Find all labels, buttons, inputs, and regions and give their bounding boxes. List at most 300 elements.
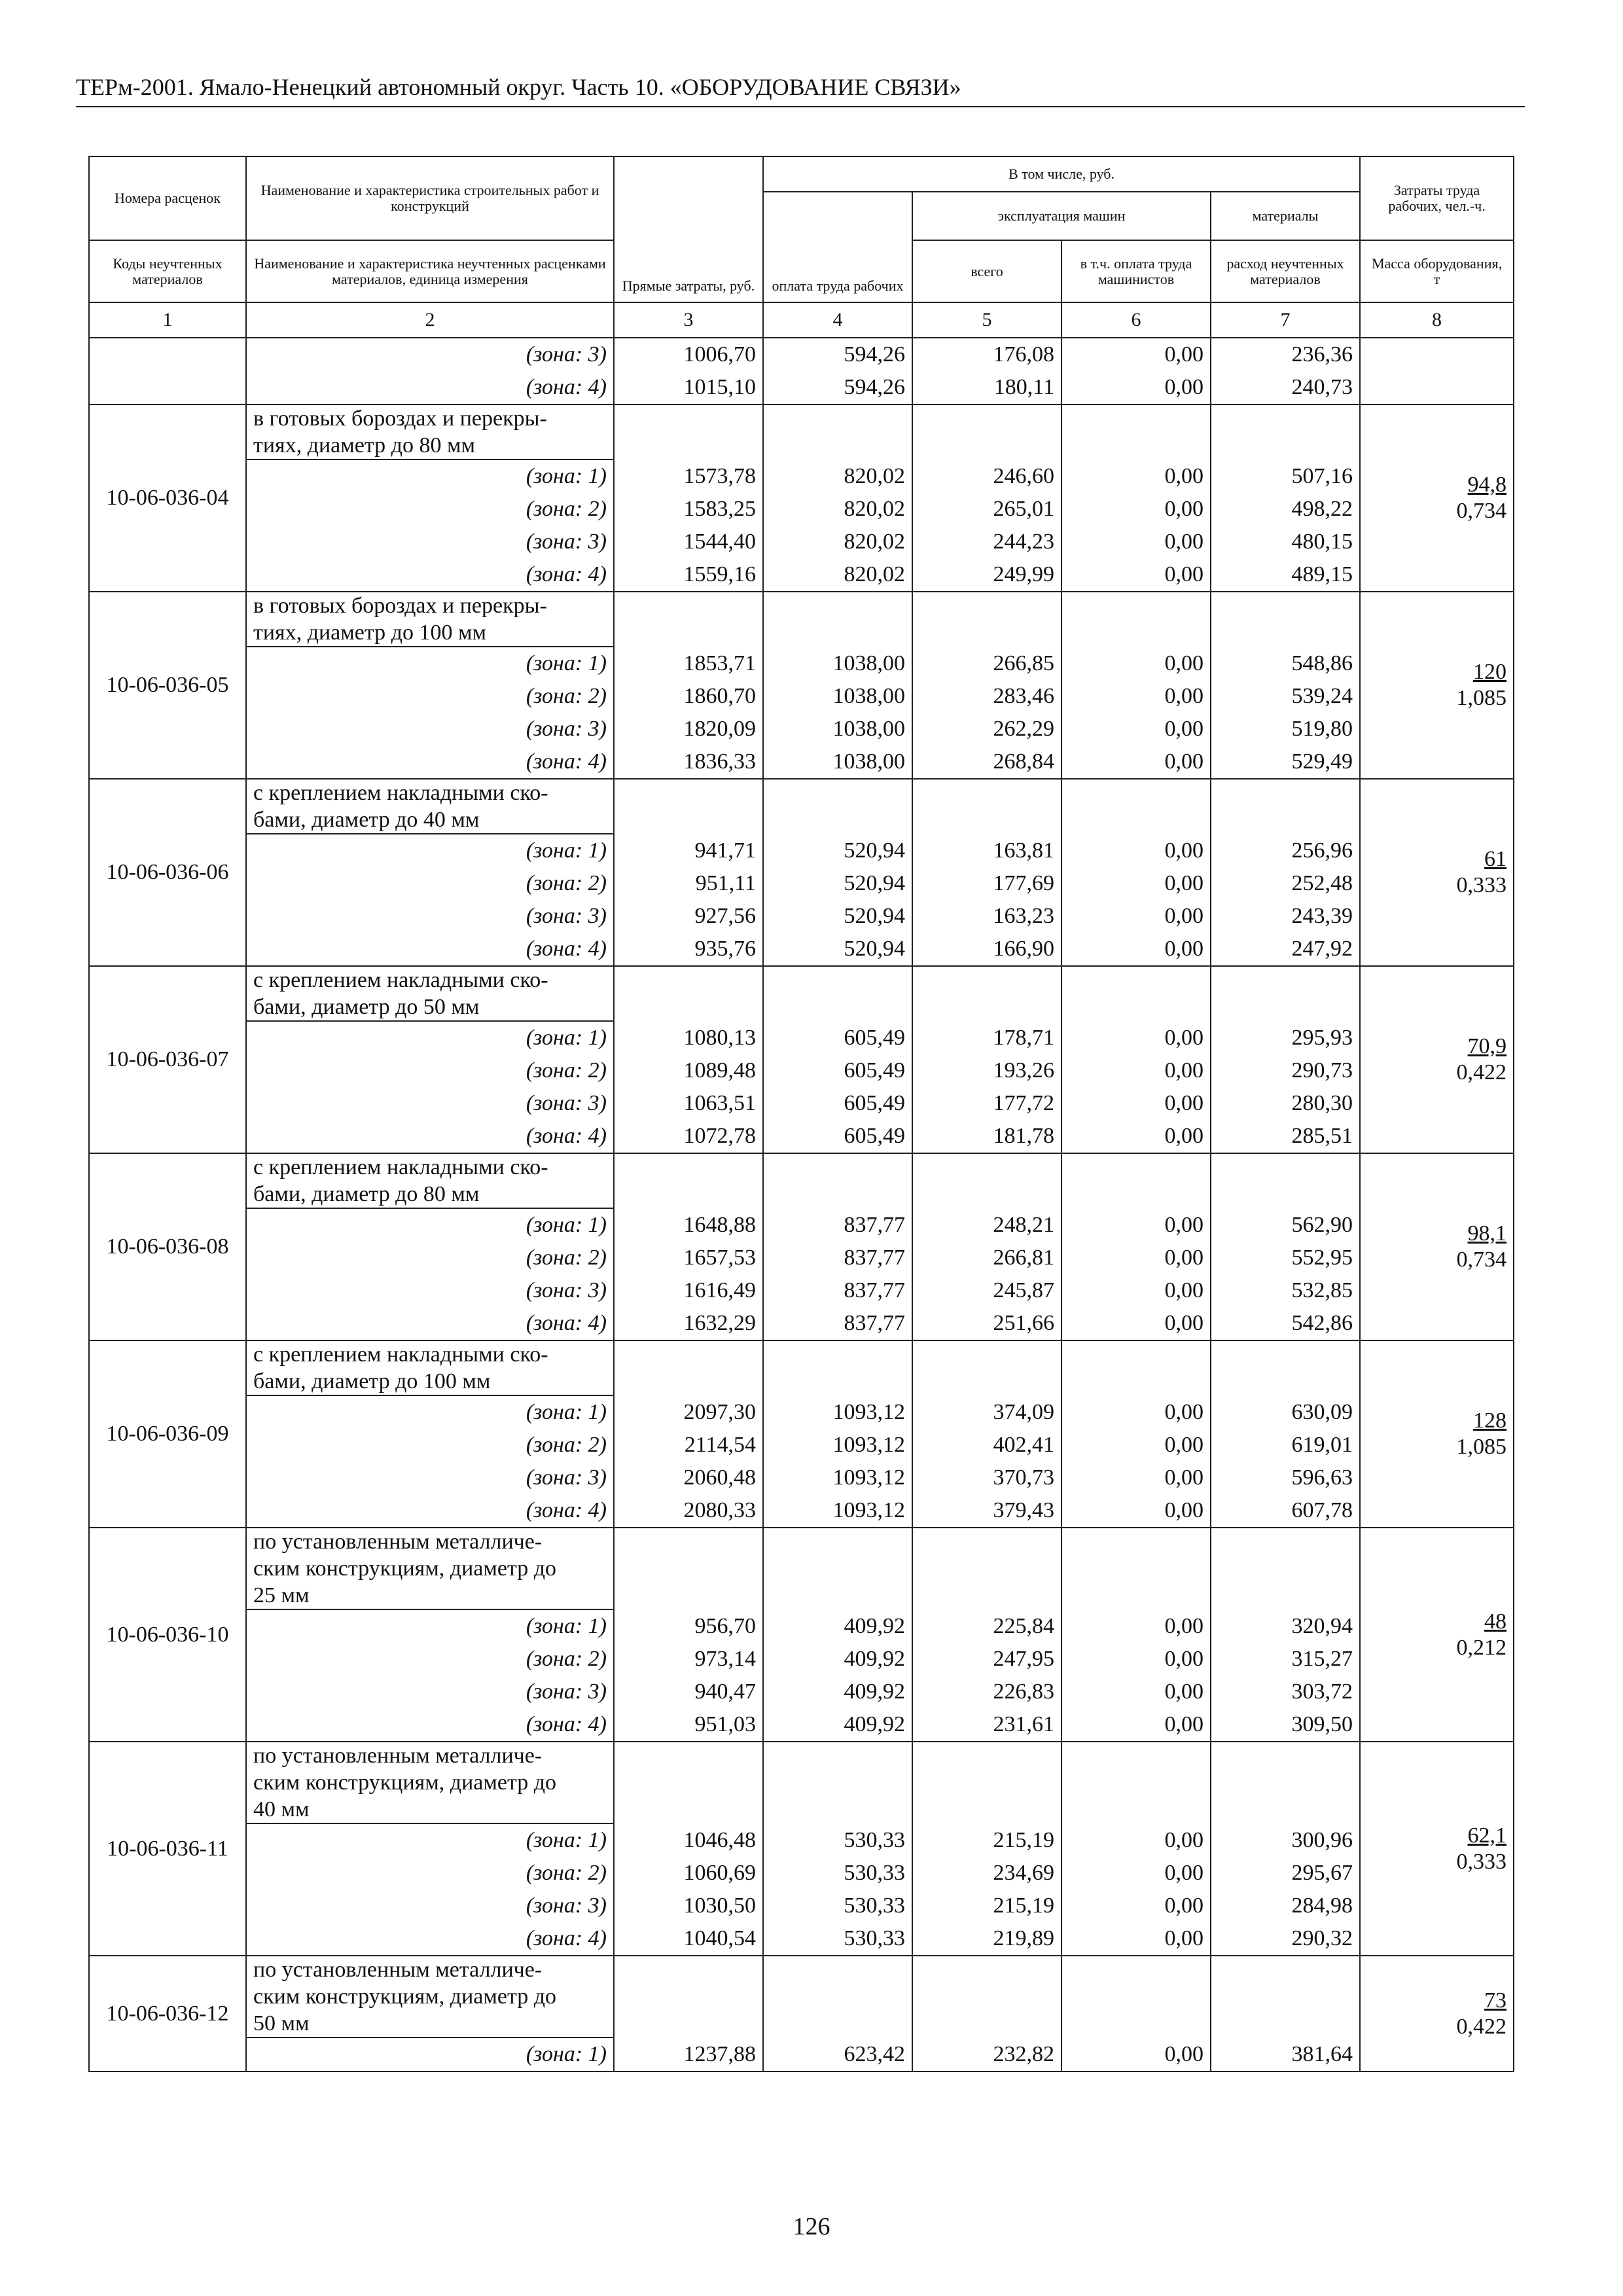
- rate-entry: [89, 1153, 1514, 1208]
- cost-value: 280,30: [1211, 1087, 1360, 1120]
- header-materials-use: расход неучтенных материалов: [1211, 240, 1360, 302]
- zone-label: [246, 1857, 614, 1890]
- header-equipment-mass: Масса оборудования, т: [1360, 240, 1514, 302]
- zone-label: [246, 1054, 614, 1087]
- rate-entry: [89, 404, 1514, 459]
- cost-value: 409,92: [763, 1676, 912, 1708]
- zone-text: (зона: 1): [526, 2042, 607, 2066]
- equipment-mass-value: 0,422: [1456, 1060, 1507, 1085]
- table-row: [89, 745, 1514, 779]
- cost-value: 163,23: [912, 900, 1061, 933]
- zone-text: (зона: 4): [526, 1926, 607, 1950]
- table-row: [89, 1395, 1514, 1429]
- zone-label: [246, 2037, 614, 2072]
- cost-value: 539,24: [1211, 680, 1360, 713]
- cost-value: 594,26: [763, 338, 912, 371]
- zone-text: (зона: 3): [526, 529, 607, 554]
- labor-hours-value: 98,1: [1467, 1221, 1507, 1246]
- empty-cell: [763, 1528, 912, 1609]
- cost-value: 951,11: [614, 867, 763, 900]
- cost-value: 973,14: [614, 1643, 763, 1676]
- cost-value: 489,15: [1211, 558, 1360, 592]
- cost-value: 1820,09: [614, 713, 763, 745]
- cost-value: 837,77: [763, 1307, 912, 1340]
- cost-value: 520,94: [763, 867, 912, 900]
- cost-value: 1583,25: [614, 493, 763, 526]
- labor-hours-value: 70,9: [1467, 1034, 1507, 1058]
- labor-hours: [1367, 1408, 1507, 1434]
- cost-value: 1038,00: [763, 647, 912, 680]
- zone-label: [246, 713, 614, 745]
- zone-label: [246, 1274, 614, 1307]
- cost-value: 1093,12: [763, 1462, 912, 1494]
- header-material-codes: Коды неучтенных материалов: [89, 240, 246, 302]
- empty-cell: [1211, 592, 1360, 647]
- cost-value: 166,90: [912, 933, 1061, 966]
- empty-cell: [614, 1153, 763, 1208]
- labor-hours-value: 120: [1473, 660, 1507, 684]
- zone-label: [246, 1120, 614, 1153]
- cost-value: 1632,29: [614, 1307, 763, 1340]
- header-labor-pay: оплата труда рабочих: [763, 192, 912, 302]
- cost-value: 941,71: [614, 834, 763, 867]
- cost-value: 219,89: [912, 1922, 1061, 1956]
- cost-value: 245,87: [912, 1274, 1061, 1307]
- empty-cell: [912, 1528, 1061, 1609]
- empty-cell: [614, 592, 763, 647]
- empty-cell: [1061, 1528, 1211, 1609]
- table-row: [89, 1643, 1514, 1676]
- rate-code: 10-06-036-11: [89, 1742, 246, 1956]
- rate-code: 10-06-036-06: [89, 779, 246, 966]
- zone-text: (зона: 1): [526, 651, 607, 675]
- rate-code: 10-06-036-07: [89, 966, 246, 1153]
- cost-value: 176,08: [912, 338, 1061, 371]
- cost-value: 402,41: [912, 1429, 1061, 1462]
- cost-value: 1040,54: [614, 1922, 763, 1956]
- cost-value: 837,77: [763, 1242, 912, 1274]
- zone-label: [246, 900, 614, 933]
- zone-label: [246, 493, 614, 526]
- cost-value: 519,80: [1211, 713, 1360, 745]
- cost-value: 284,98: [1211, 1890, 1360, 1922]
- empty-cell: [912, 966, 1061, 1021]
- table-row: [89, 1120, 1514, 1153]
- cost-value: 1093,12: [763, 1429, 912, 1462]
- empty-cell: [614, 779, 763, 834]
- table-row: [89, 680, 1514, 713]
- zone-label: [246, 1890, 614, 1922]
- header-machines: эксплуатация машин: [912, 192, 1211, 240]
- zone-text: (зона: 4): [526, 937, 607, 961]
- rate-entry: [89, 1528, 1514, 1609]
- empty-cell: [1061, 1340, 1211, 1395]
- zone-label: [246, 745, 614, 779]
- table-row: [89, 933, 1514, 966]
- cost-value: 283,46: [912, 680, 1061, 713]
- table-row: [89, 459, 1514, 493]
- description-line: с креплением накладными ско-: [253, 968, 548, 992]
- cost-value: 0,00: [1061, 1054, 1211, 1087]
- labor-and-mass: [1360, 592, 1514, 779]
- equipment-mass-value: 1,085: [1456, 1435, 1507, 1459]
- rate-code: 10-06-036-12: [89, 1956, 246, 2072]
- cost-value: 1072,78: [614, 1120, 763, 1153]
- cost-value: 0,00: [1061, 680, 1211, 713]
- cost-value: 409,92: [763, 1609, 912, 1643]
- cost-value: 2114,54: [614, 1429, 763, 1462]
- cost-value: 0,00: [1061, 1676, 1211, 1708]
- cost-value: 1836,33: [614, 745, 763, 779]
- table-row: [89, 1462, 1514, 1494]
- labor-and-mass: [1360, 1153, 1514, 1340]
- rate-code: 10-06-036-10: [89, 1528, 246, 1742]
- empty-cell: [1061, 966, 1211, 1021]
- labor-hours-value: 73: [1484, 1988, 1507, 2013]
- table-row: [89, 1890, 1514, 1922]
- description-line: бами, диаметр до 80 мм: [253, 1182, 480, 1206]
- zone-text: (зона: 3): [526, 1465, 607, 1490]
- cost-value: 630,09: [1211, 1395, 1360, 1429]
- cost-value: 0,00: [1061, 834, 1211, 867]
- cost-value: 507,16: [1211, 459, 1360, 493]
- table-row: [89, 1087, 1514, 1120]
- empty-cell: [614, 1528, 763, 1609]
- cost-value: 530,33: [763, 1857, 912, 1890]
- cost-value: 1573,78: [614, 459, 763, 493]
- zone-label: [246, 933, 614, 966]
- cost-value: 0,00: [1061, 1708, 1211, 1742]
- zone-label: [246, 1676, 614, 1708]
- cost-value: 381,64: [1211, 2037, 1360, 2072]
- cost-value: 225,84: [912, 1609, 1061, 1643]
- table-row: [89, 1494, 1514, 1528]
- cost-value: 619,01: [1211, 1429, 1360, 1462]
- cost-value: 1080,13: [614, 1021, 763, 1054]
- zone-text: (зона: 1): [526, 1213, 607, 1237]
- work-description: [246, 966, 614, 1021]
- zone-label: [246, 1462, 614, 1494]
- zone-text: (зона: 3): [526, 1893, 607, 1918]
- description-line: с креплением накладными ско-: [253, 781, 548, 805]
- zone-label: [246, 1429, 614, 1462]
- column-number: 2: [246, 302, 614, 338]
- table-row: [89, 900, 1514, 933]
- cost-value: 295,67: [1211, 1857, 1360, 1890]
- cost-value: 552,95: [1211, 1242, 1360, 1274]
- cost-value: 0,00: [1061, 459, 1211, 493]
- description-line: 50 мм: [253, 2011, 310, 2036]
- zone-label: [246, 1242, 614, 1274]
- zone-text: (зона: 2): [526, 871, 607, 895]
- table-row: [89, 1857, 1514, 1890]
- cost-value: 1089,48: [614, 1054, 763, 1087]
- work-description: [246, 1742, 614, 1823]
- table-row: [89, 834, 1514, 867]
- labor-hours: [1367, 846, 1507, 872]
- cost-value: 605,49: [763, 1087, 912, 1120]
- description-line: ским конструкциям, диаметр до: [253, 1556, 557, 1581]
- labor-hours-value: 94,8: [1467, 473, 1507, 497]
- cost-value: 252,48: [1211, 867, 1360, 900]
- cost-value: 520,94: [763, 933, 912, 966]
- empty-cell: [1211, 1153, 1360, 1208]
- cost-value: 256,96: [1211, 834, 1360, 867]
- empty-cell: [1211, 1956, 1360, 2037]
- cost-value: 1038,00: [763, 680, 912, 713]
- cost-value: 1853,71: [614, 647, 763, 680]
- empty-cell: [1211, 1528, 1360, 1609]
- column-number: 6: [1061, 302, 1211, 338]
- cost-value: 231,61: [912, 1708, 1061, 1742]
- empty-cell: [614, 1340, 763, 1395]
- cost-value: 548,86: [1211, 647, 1360, 680]
- cost-value: 0,00: [1061, 647, 1211, 680]
- table-row: [89, 338, 1514, 371]
- rate-entry: [89, 1956, 1514, 2037]
- zone-text: (зона: 1): [526, 1400, 607, 1424]
- zone-label: [246, 1922, 614, 1956]
- zone-label: [246, 371, 614, 404]
- empty-cell: [1211, 1742, 1360, 1823]
- zone-label: [246, 1021, 614, 1054]
- cost-value: 379,43: [912, 1494, 1061, 1528]
- empty-cell: [912, 592, 1061, 647]
- cost-value: 248,21: [912, 1208, 1061, 1242]
- cost-value: 1616,49: [614, 1274, 763, 1307]
- column-number: 3: [614, 302, 763, 338]
- header-labor-cost: Затраты труда рабочих, чел.-ч.: [1360, 156, 1514, 240]
- table-row: [89, 493, 1514, 526]
- empty-cell: [763, 966, 912, 1021]
- cost-value: 215,19: [912, 1890, 1061, 1922]
- empty-cell: [1061, 1742, 1211, 1823]
- work-description: [246, 779, 614, 834]
- zone-label: [246, 647, 614, 680]
- empty-cell: [614, 966, 763, 1021]
- zone-text: (зона: 4): [526, 1311, 607, 1335]
- zone-text: (зона: 1): [526, 1828, 607, 1852]
- empty-cell: [1211, 404, 1360, 459]
- cost-value: 1060,69: [614, 1857, 763, 1890]
- header-machinists-pay: в т.ч. оплата труда машинистов: [1061, 240, 1211, 302]
- cost-value: 249,99: [912, 558, 1061, 592]
- description-line: тиях, диаметр до 100 мм: [253, 620, 486, 645]
- table-row: [89, 1823, 1514, 1857]
- cost-value: 240,73: [1211, 371, 1360, 404]
- column-number: 4: [763, 302, 912, 338]
- equipment-mass-value: 1,085: [1456, 686, 1507, 710]
- cost-value: 374,09: [912, 1395, 1061, 1429]
- cost-value: 290,73: [1211, 1054, 1360, 1087]
- cost-value: 180,11: [912, 371, 1061, 404]
- cost-value: 1093,12: [763, 1395, 912, 1429]
- table-row: [89, 713, 1514, 745]
- zone-text: (зона: 3): [526, 1679, 607, 1704]
- empty-cell: [614, 1956, 763, 2037]
- empty-cell: [1211, 1340, 1360, 1395]
- zone-text: (зона: 3): [526, 1091, 607, 1115]
- cost-value: 605,49: [763, 1021, 912, 1054]
- empty-cell: [912, 1340, 1061, 1395]
- zone-label: [246, 1087, 614, 1120]
- cost-value: 0,00: [1061, 745, 1211, 779]
- zone-label: [246, 867, 614, 900]
- work-description: [246, 1153, 614, 1208]
- table-row: [89, 558, 1514, 592]
- zone-text: (зона: 3): [526, 717, 607, 741]
- cost-value: 268,84: [912, 745, 1061, 779]
- cost-value: 623,42: [763, 2037, 912, 2072]
- cost-value: 520,94: [763, 834, 912, 867]
- header-machines-total: всего: [912, 240, 1061, 302]
- cost-value: 178,71: [912, 1021, 1061, 1054]
- cost-value: 300,96: [1211, 1823, 1360, 1857]
- zone-text: (зона: 1): [526, 838, 607, 863]
- cost-value: 0,00: [1061, 1462, 1211, 1494]
- cost-value: 0,00: [1061, 338, 1211, 371]
- cost-value: 0,00: [1061, 1643, 1211, 1676]
- zone-text: (зона: 3): [526, 904, 607, 928]
- cost-value: 480,15: [1211, 526, 1360, 558]
- cost-value: 177,69: [912, 867, 1061, 900]
- zone-label: [246, 834, 614, 867]
- cost-value: 266,81: [912, 1242, 1061, 1274]
- description-line: бами, диаметр до 50 мм: [253, 995, 480, 1019]
- cost-value: 1038,00: [763, 713, 912, 745]
- description-line: с креплением накладными ско-: [253, 1342, 548, 1367]
- cost-value: 0,00: [1061, 1274, 1211, 1307]
- cost-value: 0,00: [1061, 1395, 1211, 1429]
- zone-label: [246, 558, 614, 592]
- cost-value: 0,00: [1061, 1609, 1211, 1643]
- empty-cell: [912, 1956, 1061, 2037]
- zone-text: (зона: 4): [526, 1712, 607, 1736]
- description-line: по установленным металличе-: [253, 1744, 543, 1768]
- empty-cell: [912, 1742, 1061, 1823]
- labor-hours-value: 62,1: [1467, 1823, 1507, 1848]
- cost-value: 315,27: [1211, 1643, 1360, 1676]
- zone-label: [246, 459, 614, 493]
- cost-value: 232,82: [912, 2037, 1061, 2072]
- header-rate-numbers: Номера расценок: [89, 156, 246, 240]
- cost-value: 193,26: [912, 1054, 1061, 1087]
- cost-value: 0,00: [1061, 2037, 1211, 2072]
- cost-value: 837,77: [763, 1274, 912, 1307]
- rate-entry: [89, 966, 1514, 1021]
- description-line: 25 мм: [253, 1583, 310, 1607]
- cost-value: 181,78: [912, 1120, 1061, 1153]
- rate-entry: [89, 592, 1514, 647]
- cost-value: 530,33: [763, 1823, 912, 1857]
- zone-text: (зона: 4): [526, 749, 607, 774]
- cost-value: 236,36: [1211, 338, 1360, 371]
- cost-value: 0,00: [1061, 493, 1211, 526]
- cost-value: 244,23: [912, 526, 1061, 558]
- cost-value: 0,00: [1061, 1922, 1211, 1956]
- zone-text: (зона: 3): [526, 1278, 607, 1302]
- cost-value: 266,85: [912, 647, 1061, 680]
- cost-value: 0,00: [1061, 1890, 1211, 1922]
- labor-and-mass: [1360, 1340, 1514, 1528]
- cost-value: 530,33: [763, 1890, 912, 1922]
- cost-value: 820,02: [763, 493, 912, 526]
- running-head: ТЕРм-2001. Ямало-Ненецкий автономный округ. Часть 10. «ОБОРУДОВАНИЕ СВЯЗИ»: [76, 74, 961, 100]
- cost-value: 243,39: [1211, 900, 1360, 933]
- cost-value: 370,73: [912, 1462, 1061, 1494]
- description-line: по установленным металличе-: [253, 1958, 543, 1982]
- empty-cell: [912, 1153, 1061, 1208]
- zone-text: (зона: 2): [526, 1433, 607, 1457]
- cost-value: 607,78: [1211, 1494, 1360, 1528]
- cost-value: 1648,88: [614, 1208, 763, 1242]
- cost-value: 163,81: [912, 834, 1061, 867]
- rate-code: 10-06-036-08: [89, 1153, 246, 1340]
- empty-cell: [1061, 779, 1211, 834]
- cost-value: 409,92: [763, 1643, 912, 1676]
- cost-value: 247,92: [1211, 933, 1360, 966]
- cost-value: 530,33: [763, 1922, 912, 1956]
- cost-value: 290,32: [1211, 1922, 1360, 1956]
- cost-value: 520,94: [763, 900, 912, 933]
- cost-value: 940,47: [614, 1676, 763, 1708]
- cost-value: 542,86: [1211, 1307, 1360, 1340]
- cost-value: 1860,70: [614, 680, 763, 713]
- zone-text: (зона: 4): [526, 562, 607, 586]
- equipment-mass-value: 0,333: [1456, 873, 1507, 897]
- cost-value: 285,51: [1211, 1120, 1360, 1153]
- description-line: в готовых бороздах и перекры-: [253, 406, 547, 431]
- zone-text: (зона: 1): [526, 464, 607, 488]
- cost-value: 0,00: [1061, 1307, 1211, 1340]
- rate-code: 10-06-036-05: [89, 592, 246, 779]
- cost-value: 0,00: [1061, 1087, 1211, 1120]
- labor-and-mass: [1360, 966, 1514, 1153]
- work-description: [246, 404, 614, 459]
- equipment-mass-value: 0,422: [1456, 2014, 1507, 2039]
- zone-label: [246, 1643, 614, 1676]
- work-description: [246, 1956, 614, 2037]
- table-row: [89, 1676, 1514, 1708]
- zone-label: [246, 1494, 614, 1528]
- labor-and-mass: [1360, 1742, 1514, 1956]
- cost-value: 0,00: [1061, 371, 1211, 404]
- cost-value: 837,77: [763, 1208, 912, 1242]
- rate-entry: [89, 1340, 1514, 1395]
- labor-hours: [1367, 659, 1507, 685]
- empty-cell: [1061, 1153, 1211, 1208]
- cost-value: 596,63: [1211, 1462, 1360, 1494]
- table-row: [89, 526, 1514, 558]
- page-number: 126: [793, 2213, 830, 2240]
- zone-text: (зона: 2): [526, 1058, 607, 1083]
- table-row: [89, 2037, 1514, 2072]
- cost-value: 247,95: [912, 1643, 1061, 1676]
- equipment-mass-value: 0,333: [1456, 1849, 1507, 1874]
- equipment-mass-value: 0,212: [1456, 1635, 1507, 1660]
- cost-value: 0,00: [1061, 933, 1211, 966]
- cost-value: 265,01: [912, 493, 1061, 526]
- cost-value: 215,19: [912, 1823, 1061, 1857]
- empty-cell: [763, 779, 912, 834]
- cost-value: 927,56: [614, 900, 763, 933]
- table-row: [89, 1609, 1514, 1643]
- empty-cell: [1211, 966, 1360, 1021]
- cost-value: 0,00: [1061, 1823, 1211, 1857]
- work-description: [246, 1340, 614, 1395]
- cost-value: 309,50: [1211, 1708, 1360, 1742]
- work-description: [246, 1528, 614, 1609]
